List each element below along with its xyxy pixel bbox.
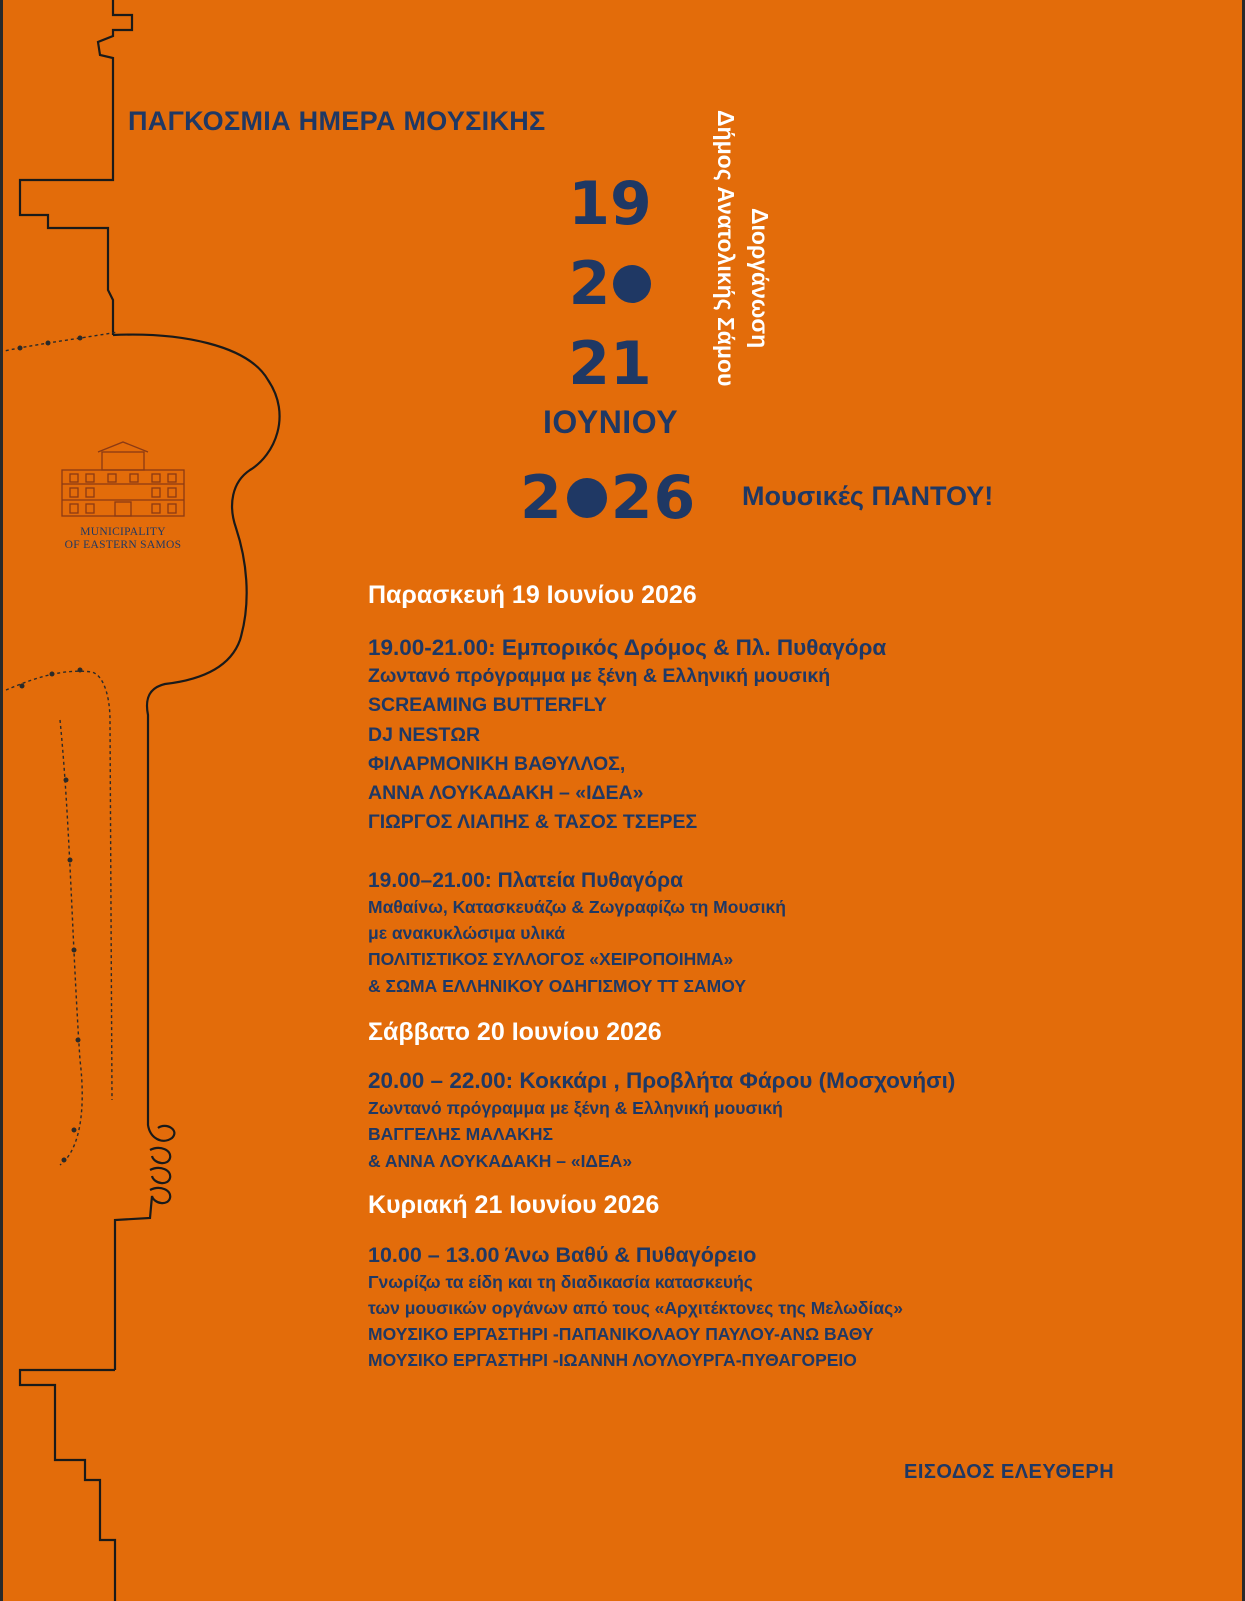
event-line: των μουσικών οργάνων από τους «Αρχιτέκτονες της Μελωδίας»	[368, 1297, 903, 1318]
event-line: Μαθαίνω, Κατασκευάζω & Ζωγραφίζω τη Μουσική	[368, 896, 786, 917]
town-hall-icon	[58, 440, 188, 520]
event-block	[368, 1067, 1208, 1174]
zero-dot-icon	[613, 265, 651, 303]
event-block	[368, 868, 1208, 999]
date-day-21: 21	[568, 329, 652, 399]
municipality-name: MUNICIPALITY	[80, 526, 166, 538]
event-line: ΑΝΝΑ ΛΟΥΚΑΔΑΚΗ – «ΙΔΕΑ»	[368, 782, 644, 805]
event-line: ΦΙΛΑΡΜΟΝΙΚΗ ΒΑΘΥΛΛΟΣ,	[368, 752, 626, 775]
soundwave-lower	[20, 1370, 115, 1601]
date-year	[520, 463, 696, 533]
event-time-location: 19.00-21.00: Εμπορικός Δρόμος & Πλ. Πυθαγόρα	[368, 635, 887, 660]
event-block	[368, 634, 1208, 838]
event-line: SCREAMING BUTTERFLY	[368, 694, 607, 717]
event-time-location: 10.00 – 13.00 Άνω Βαθύ & Πυθαγόρειο	[368, 1242, 757, 1267]
date-day-20	[530, 249, 690, 319]
date-day-20-digit: 2	[568, 249, 611, 319]
event-line: Γνωρίζω τα είδη και τη διαδικασία κατασκευής	[368, 1271, 753, 1292]
soundwave-line	[20, 0, 132, 335]
day-heading-saturday: Σάββατο 20 Ιουνίου 2026	[368, 1017, 662, 1046]
year-first-digit: 2	[520, 463, 563, 533]
event-time-location: 20.00 – 22.00: Κοκκάρι , Προβλήτα Φάρου (Μοσχονήσι)	[368, 1067, 956, 1093]
year-rest-digits: 26	[610, 463, 697, 533]
slogan: Μουσικές ΠΑΝΤΟΥ!	[742, 481, 994, 511]
schedule	[368, 580, 1208, 1374]
date-month: ΙΟΥΝΙΟΥ	[542, 404, 679, 440]
zero-dot-icon	[567, 478, 607, 518]
event-line: ΓΙΩΡΓΟΣ ΛΙΑΠΗΣ & ΤΑΣΟΣ ΤΣΕΡΕΣ	[368, 811, 698, 834]
organizer-label: Διοργάνωση	[747, 208, 773, 349]
event-line: Ζωντανό πρόγραμμα με ξένη & Ελληνική μουσική	[368, 1098, 783, 1118]
event-time-location: 19.00–21.00: Πλατεία Πυθαγόρα	[368, 868, 684, 892]
event-title: ΠΑΓΚΟΣΜΙΑ ΗΜΕΡΑ ΜΟΥΣΙΚΗΣ	[128, 106, 546, 136]
free-entry-note: ΕΙΣΟΔΟΣ ΕΛΕΥΘΕΡΗ	[904, 1461, 1115, 1483]
date-day-19: 19	[568, 169, 652, 239]
event-line: Ζωντανό πρόγραμμα με ξένη & Ελληνική μουσική	[368, 665, 831, 688]
event-line: DJ NESTΩR	[368, 723, 481, 746]
event-line: & ΑΝΝΑ ΛΟΥΚΑΔΑΚΗ – «ΙΔΕΑ»	[368, 1150, 633, 1171]
day-heading-friday: Παρασκευή 19 Ιουνίου 2026	[368, 581, 697, 609]
municipality-logo	[48, 440, 198, 552]
event-line: ΜΟΥΣΙΚΟ ΕΡΓΑΣΤΗΡΙ -ΙΩΑΝΝΗ ΛΟΥΛΟΥΡΓΑ-ΠΥΘΑΓΟΡΕΙΟ	[368, 1350, 857, 1371]
event-line: ΜΟΥΣΙΚΟ ΕΡΓΑΣΤΗΡΙ -ΠΑΠΑΝΙΚΟΛΑΟΥ ΠΑΥΛΟΥ-ΑΝΩ ΒΑΘΥ	[368, 1324, 874, 1345]
event-line: & ΣΩΜΑ ΕΛΛΗΝΙΚΟΥ ΟΔΗΓΙΣΜΟΥ ΤΤ ΣΑΜΟΥ	[368, 975, 746, 996]
organizer-municipality: Δήμος Ανατολικής Σάμου	[713, 110, 739, 387]
event-line: ΒΑΓΓΕΛΗΣ ΜΑΛΑΚΗΣ	[368, 1124, 553, 1145]
event-block	[368, 1242, 1208, 1374]
event-line: ΠΟΛΙΤΙΣΤΙΚΟΣ ΣΥΛΛΟΓΟΣ «ΧΕΙΡΟΠΟΙΗΜΑ»	[368, 949, 734, 970]
day-heading-sunday: Κυριακή 21 Ιουνίου 2026	[368, 1190, 660, 1219]
municipality-region: OF EASTERN SAMOS	[64, 539, 182, 551]
event-line: με ανακυκλώσιμα υλικά	[368, 923, 566, 944]
